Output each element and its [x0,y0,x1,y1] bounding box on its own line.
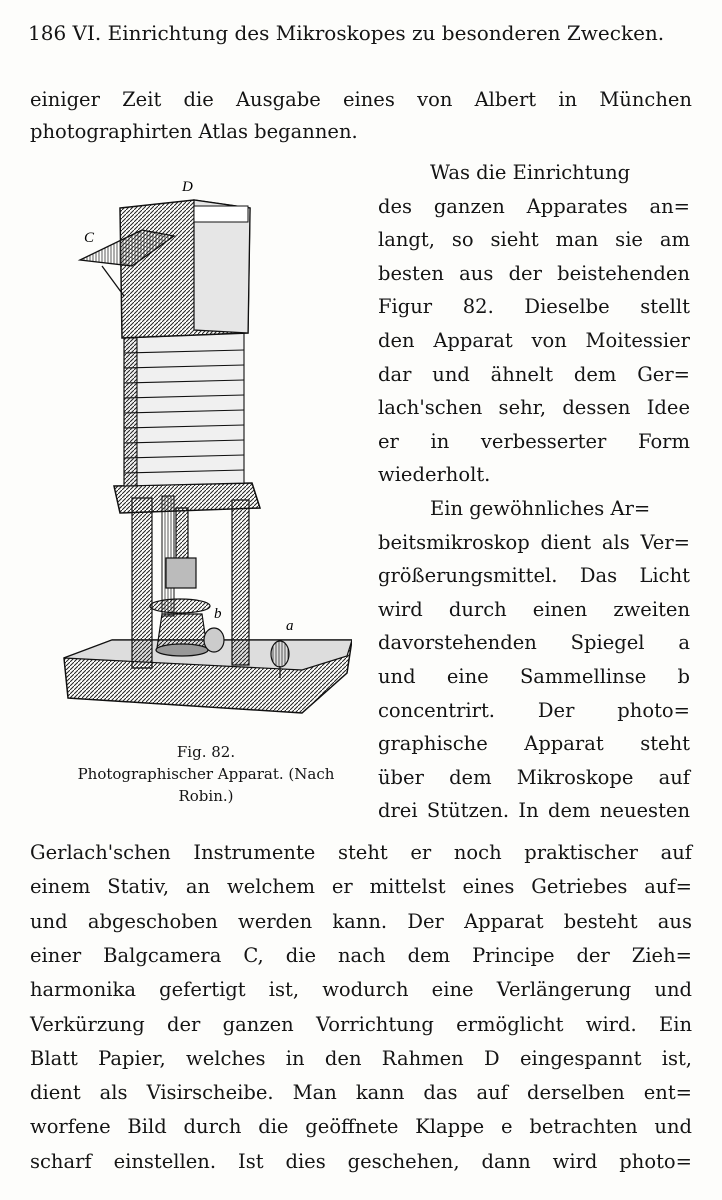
text-line: dient als Visirscheibe. Man kann das auf derselben ent= [30,1081,692,1105]
text-line: einiger Zeit die Ausgabe eines von Albert in München [30,88,692,111]
text-line: einer Balgcamera C, die nach dem Principe der Zieh= [30,943,692,967]
running-title: Einrichtung des Mikroskopes zu besonderen Zwecken. [107,21,665,45]
text-line: Gerlach'schen Instrumente steht er noch praktischer auf [30,841,692,864]
figure-label-C: C [84,230,95,246]
text-line: besten aus der beistehenden [378,261,690,285]
text-line: davorstehenden Spiegel a [378,631,690,655]
text-line: dar und ähnelt dem Ger= [378,362,690,386]
figure-label-a: a [286,618,294,634]
text-line: er in verbesserter Form [378,429,690,453]
figure-caption-line-1: Photographischer Apparat. (Nach [77,765,335,783]
apparatus-illustration [62,178,352,723]
text-line: Ein gewöhnliches Ar= [430,497,651,520]
text-line: lach'schen sehr, dessen Idee [378,396,690,420]
text-line: graphische Apparat steht [378,732,690,756]
text-line: und abgeschoben werden kann. Der Apparat besteht aus [30,909,692,933]
text-line: und eine Sammellinse b [378,665,690,688]
text-line: des ganzen Apparates an= [378,194,690,218]
running-header [28,18,698,48]
text-line: über dem Mikroskope auf [378,765,690,789]
text-line: beitsmikroskop dient als Ver= [378,530,690,554]
text-line: langt, so sieht man sie am [378,228,690,252]
text-line: scharf einstellen. Ist dies geschehen, dann wird photo= [30,1149,692,1173]
figure-82-photographic-apparatus [62,178,352,723]
figure-label-D: D [182,179,193,195]
text-line: wird durch einen zweiten [378,597,690,621]
text-line: einem Stativ, an welchem er mittelst eines Getriebes auf= [30,875,692,899]
figure-caption-line-2: Robin.) [178,787,234,805]
text-line: den Apparat von Moitessier [378,329,690,352]
text-line: Blatt Papier, welches in den Rahmen D eingespannt ist, [30,1046,692,1070]
text-line: concentrirt. Der photo= [378,698,690,722]
figure-label-b: b [214,606,222,622]
text-line: Figur 82. Dieselbe stellt [378,295,690,319]
text-line: Verkürzung der ganzen Vorrichtung ermöglicht wird. Ein [30,1012,692,1036]
figure-caption-title: Fig. 82. [176,743,236,761]
text-line: wiederholt. [378,463,491,487]
text-line: harmonika gefertigt ist, wodurch eine Verlängerung und [30,978,692,1002]
text-line: Was die Einrichtung [430,161,631,184]
text-line: drei Stützen. In dem neuesten [378,799,690,823]
page-number: 186 [28,21,67,45]
text-line: worfene Bild durch die geöffnete Klappe e betrachten und [30,1115,692,1139]
text-line: photographirten Atlas begannen. [30,120,358,143]
text-line: größerungsmittel. Das Licht [378,564,690,588]
chapter-number: VI. [72,21,102,45]
